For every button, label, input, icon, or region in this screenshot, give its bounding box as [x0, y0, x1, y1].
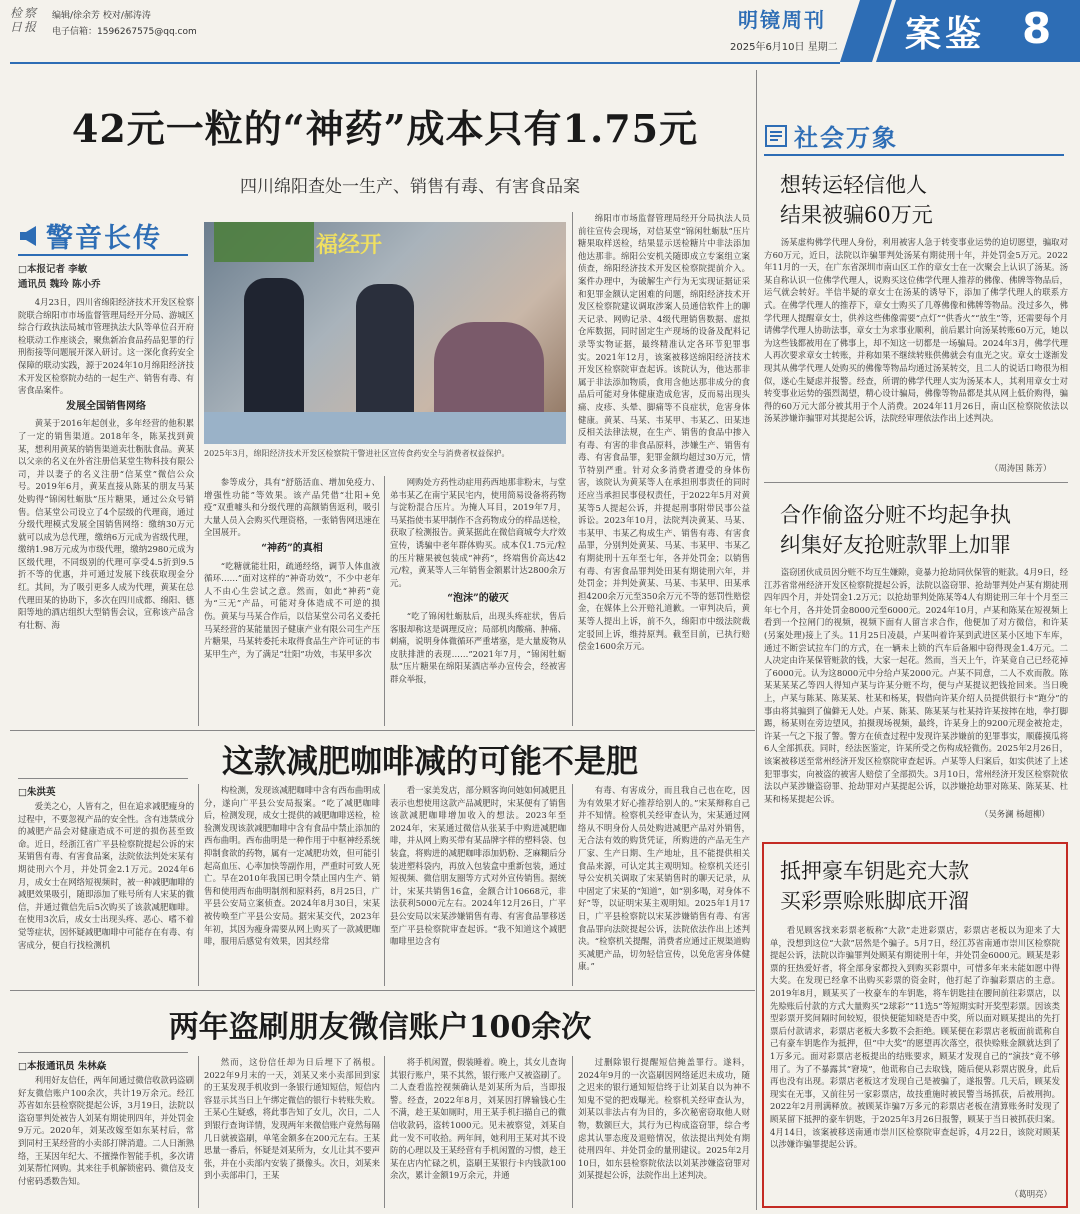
sidebar-story3-box: [762, 842, 1068, 1208]
article3-col4: 过删除银行提醒短信掩盖罪行。遂料，2024年9月的一次盗刷因网络延迟未成功，随之迟来的银行通知短信终于让刘某自以为神不知鬼不觉的把戏曝光。检察机关经审查认为，刘某以非法占有为目的，多次秘密窃取他人财物，数额巨大，其行为已构成盗窃罪，综合考虑其认罪态度及退赔情况，依法提出判处有期徒刑四年、并处罚金的量刑建议。2025年2月10日，如东县检察院依法以刘某涉嫌盗窃罪对刘某提起公诉，法院作出上述判决。: [578, 1057, 750, 1181]
page-number: 8: [1022, 4, 1052, 53]
article1-heading1: 发展全国销售网络: [66, 400, 146, 412]
sidebar-story2-title: 合作偷盗分赃不均起争执 纠集好友抢赃款罪上加罪: [780, 503, 1011, 557]
article1-byline: □本报记者 李敏 通讯员 魏玲 陈小乔: [18, 264, 101, 290]
article3-col3: 将手机闲置，假装睡着。晚上，其女儿查询其银行账户，果不其然，银行账户又被盗刷了。二人查看监控视频确认是刘某所为后，当即报警。经查，2022年8月，刘某因打牌输钱心生不满，趁王某如厕时，用王某手机扫描自己的微信收款码，盗转1000元。见未被察觉，刘某自此一发不可收拾。两年间，她利用王某对其不设防的心理以及王某经营有手机闲置的习惯，趁王某在店内忙碌之机，盗刷王某银行卡内钱款100余次，累计金额19万余元，并通: [390, 1057, 566, 1181]
sidebar-story3-credit: （葛明亮）: [1010, 1189, 1052, 1199]
article3-col2: 然而，这份信任却为日后埋下了祸根。2022年9月末的一天，刘某又来小卖部回到家的王某发现手机收到一条银行通知短信，短信内容显示其当日上午绑定微信的银行卡转账失败。王某心生疑惑，将此事告知了女儿，次日，二人到银行查询详情，发现两年来微信账户竟然每隔几日就被盗刷，单笔金额多在200元左右。王某思量一番后，怀疑是刘某所为，女儿让其不要声张，并在小卖部内安装了摄像头。次日，刘某来到小卖部串门，王某: [204, 1057, 380, 1181]
photo-banner: 福经开: [316, 232, 383, 258]
article1-title: 42元一粒的“神药”成本只有1.75元: [71, 106, 699, 151]
article2-col4: 有毒、有害成分，而且我自己也在吃，因为有效果才好心推荐给别人的。”宋某辩称自己并不知情。检察机关经审查认为，宋某通过网络从不明身份人员处购进减肥产品对外销售，无合法有效的购货凭证，所购进的产品无生产厂家、生产日期、生产地址，且不能提供相关食品来源，可认定其主观明知。检察机关还引导公安机关调取了宋某销售时的聊天记录，从中固定了宋某的“知道”，如“别多喝，对身体不好”等，以证明宋某主观明知。2025年1月17日，广平县检察院以宋某涉嫌销售有毒、有害食品罪向法院提起公诉，法院依法作出上述判决。“检察机关提醒，消费者应通过正规渠道购买减肥产品，切勿轻信宣传，以免危害身体健康。”: [578, 785, 750, 972]
sidebar-story3-title: 抵押豪车钥匙充大款 买彩票赊账脚底开溜: [780, 859, 969, 913]
sidebar-story3-body: 看见顾客找来彩票老板称“大款”走进彩票店，彩票店老板以为迎来了大单，没想到这位“大款”居然是个骗子。5月7日，经江苏省南通市崇川区检察院提起公诉，法院以诈骗罪判处顾某有期徒刑十年，并处罚金6000元。顾某是彩票的狂热爱好者，将全部身家都投入到购买彩票中，可惜多年来未能如愿中得大奖。在发现已经拿不出购买彩票的资金时，他打起了诈骗彩票店的主意。2019年8月，顾某买了一枚豪车的车钥匙，将车钥匙挂在腰间前往彩票店，以先赊账后付款的方式大量购买“2球彩”“11选5”等短期实时开奖型彩票。因该类型彩票开奖间隔时间较短，很快便能知晓是否中奖，所以面对顾某提出的先打票后付款请求，彩票店老板大多数不会拒绝。顾某便在彩票店老板面前谎称自己有豪车钥匙作为抵押，但“中大奖”的愿望再次落空，很快赊账金额就达到了1万多元。面对彩票店老板提出的结账要求，顾某才发现自己的“演技”竟不够用了。为了不暴露其“窘境”，他谎称自己去取钱，随后便从彩票店脱身，此后再也没有出现。彩票店老板这才发现自己是被骗了，遂报警。几天后，顾某发现实在无事，又前往另一家彩票店，故技重施时被民警当场抓获，后被刑拘。2022年2月刑满释放。被顾某诈骗7万多元的彩票店老板在清算账务时发现了顾某留下抵押的豪车钥匙，于2025年3月26日报警，顾某于当日被抓获归案。4月14日，该案被移送南通市崇川区检察院审查起诉，4月22日，该院对顾某以涉嫌诈骗罪提起公诉。: [770, 925, 1060, 1150]
article2-col3: 看一家美发店，部分顾客询问她如何减肥且表示也想使用这款产品减肥时，宋某便有了销售该款减肥咖啡增加收入的想法。2023年至2024年，宋某通过微信从张某手中购进减肥咖啡，并从网上购买带有某品牌字样的塑料袋、包装盒，将购进的减肥咖啡添加奶粉、芝麻糊后分装进塑料袋内，再放入包装盒中重新包装，通过短视频、微信朋友圈等方式对外宣传销售。据统计，宋某共销售16盒，金额合计10668元，非法获利5000元左右。2024年12月26日，广平县公安局以宋某涉嫌销售有毒、有害食品罪移送至广平县检察院审查起诉。“我不知道这个减肥咖啡里边含有: [390, 785, 566, 947]
megaphone-icon: [18, 224, 42, 248]
article1-col4: 绵阳市市场监督管理局经开分局执法人员前往宣传会现场，对信某堂“锦闲牡蛎肽”压片糖果取样送检，结果显示送检糖片中非法添加他达那非。绵阳公安机关随即成立专案组立案侦查，绵阳经济技术开发区检察院提前介入。案件办理中，为破解生产行为无实现证据证采和犯罪金额认定困难的问题，绵阳经济技术开发区检察院建议调取涉案人员通信软件上的聊天记录、网购记录、4级代理销售数据、虚拟仓库数据，同时固定生产现场的设备及配料记录等实物证据，最终精准认定各环节犯罪事实。2021年12月，该案被移送绵阳经济技术开发区检察院审查起诉。该院认为，他达那非属于非法添加物质，食用含他达那非成分的食品后可能对身体健康造成危害，反而易出现头痛、皮疹、头晕、脚痛等不良症状，危害身体健康。黄某、马某、韦某甲、韦某乙、田某违反相关法律法规，在生产、销售的食品中掺入有毒、有害的非食品原料，涉嫌生产、销售有毒、有害食品罪，犯罪金额均超过30万元，情节特别严重。针对众多消费者遭受的身体伤害，该院认为黄某等人在承担刑事责任的同时还应当承担民事侵权责任，于2022年5月对黄某等5人提起公诉，并提起刑事附带民事公益诉讼。2023年10月，法院判决黄某、马某、韦某甲、韦某乙构成生产、销售有毒、有害食品罪，分别判处黄某、马某、韦某甲、韦某乙有期徒刑十五年至七年，各并处罚金；以销售有毒、有害食品罪判处田某有期徒刑六年，并处罚金；并判处黄某、马某、韦某甲、田某承担4200余万元至350余万元不等的惩罚性赔偿金，在媒体上公开赔礼道歉。一审判决后，黄某等人提出上诉，前不久，绵阳市中级法院裁定驳回上诉，维持原判。截至目前，已执行赔偿金1600余万元。: [578, 213, 750, 652]
article3-col1: 利用好友信任，两年间通过微信收款码盗刷好友微信账户100余次，共计19万余元。经江苏省如东县检察院提起公诉，3月19日，法院以盗窃罪判处被告人刘某有期徒刑四年，并处罚金9万元。2020年，刘某改嫁至如东某村后，常到同村王某经营的小卖部打牌消遣。二人日渐熟络，王某因年纪大、不擅操作智能手机，多次请刘某帮忙网购。其来往手机解锁密码、微信及支付密码悉数告知。: [18, 1075, 194, 1186]
masthead: [0, 0, 1080, 70]
article1-col3: 网购处方药性动症用药西地那非粉末，与堂弟韦某乙在南宁某民宅内，使用简易设备将药物与淀粉混合压片。为掩人耳目，2019年7月，马某指使韦某甲制作不含药物成分的样品送检，获取了检测报告。黄某据此在微信商城夸大疗效宣传，诱骗中老年群体购买。成本仅1.75元/粒的压片糖果被包装成“神药”，终端售价高达42元/粒，黄某等人三年销售金额累计达2800余万元。 “泡沫”的破灭 “吃了锦闲牡蛎肽后，出现头疼症状，售后客服却称这是调理反应；局部机肉酸痛、肿痛、刺痛，说明身体微循环严重堵塞，是大量废物从皮肤排泄的表现……”2021年7月，“锦闲牡蛎肽”压片糖果在绵阳某酒店举办宣传会，经被害群众举报，: [390, 477, 566, 684]
column-label-text: 警音长传: [46, 223, 162, 254]
article2-col1: 爱美之心，人皆有之，但在追求减肥瘦身的过程中，不要忽视产品的安全性。含有违禁成分的减肥产品会对健康造成不可逆的损伤甚至致命。近日，经浙江省广平县检察院提起公诉的宋某销售有毒、有害食品案，法院依法判处宋某有期徒刑六个月，并处罚金2.1万元。2024年6月，成女士在网络短视频时，被一种减肥咖啡的减肥效果吸引，随即添加了账号所有人宋某的微信，并通过微信先后5次购买了该款减肥咖啡。在使用3次后，成女士出现头疼、恶心、嗜不着觉等症状，因怀疑减肥咖啡中可能存在有毒、有害成分，便自行找检测机: [18, 801, 194, 950]
article1-heading2: “神药”的真相: [261, 542, 323, 554]
sidebar-story1-body: 汤某虚构佛学代理人身份，利用被害人急于转变事业运势的迫切愿望，骗取对方60万元，近日，法院以诈骗罪判处汤某有期徒刑十年，并处罚金5万元。2022年11月的一天，在广东省深圳市南山区工作的章女士在一次聚会上认识了汤某。汤某自称认识一位佛学代理人，说购买这位佛学代理人推荐的佛像、佛牌等物品后，运气就会转好。半信半疑的章女士在汤某的诱导下，添加了佛学代理人的联系方式。在佛学代理人的推荐下，章女士购买了几尊佛像和佛牌等物品。没过多久，佛学代理人提醒章女士，供养这些佛像需要“点灯”“供香火”“放生”等，还需要每个月请佛学代理人协助法事，章女士为求事业顺利，前后累计向汤某转账60万元，她以为这些钱都被用在了佛事上，却不知这一切都是一场骗局。2024年3月，佛学代理人再次要求章女士转账，并称如果不继续转账供佛就会有血光之灾。章女士遂渐发现其从佛学代理人处购买的佛像等物品均通过汤某转交，且二人的说话口吻很为相似，遂心生疑虑并报警。经查，所谓的佛学代理人实为汤某本人，其利用章女士对转变事业运势的强烈渴望，精心设计骗局，佛像等物品都是其从网上低价购得，骗得的60万元大部分被其用于个人消费。2024年11月26日，南山区检察院依法以汤某涉嫌诈骗罪对其提起公诉，法院经审理依法作出上述判决。: [764, 237, 1068, 424]
photo-caption: 2025年3月，绵阳经济技术开发区检察院干警进社区宣传食药安全与消费者权益保护。: [204, 449, 510, 458]
article1-col2: 参等成分，具有“舒筋活血、增加免疫力、增强性功能”等效果。该产品凭借“壮阳+免疫”双重噱头和分级代理的高额销售返利，吸引大量人员入会购买代理资格，一张销售网迅速在全国展开。 “神药”的真相 “吃糖就能壮阳，疏通经络，调节人体血液循环……”面对这样的“神奇功效”，不少中老年人不由心生尝试之意。然而，如此“神药”竟为“三无”产品，可能对身体造成不可逆的损伤。黄某与马某合作后，以信某堂公司名义委托马某经营的某能量因子健康产业有限公司生产压片糖果，马某转委托未取得食品生产许可证的韦某甲生产，为了满足“壮阳”功效，韦某甲多次: [204, 477, 380, 659]
sidebar-story2-credit: （吴务澜 杨超柳）: [980, 809, 1050, 819]
sidebar-story2-body: 盗窃团伙成员因分赃不均互生嫌隙，竟暴力抢劫同伙保管的赃款。4月9日，经江苏省常州经济开发区检察院提起公诉，法院以盗窃罪、抢劫罪判处卢某有期徒刑四年四个月，并处罚金1.2万元；以抢劫罪判处陈某等4人有期徒刑三年十个月至三年七个月，各并处罚金8000元至6000元。2024年10月，卢某和陈某在短视频上看到一个拉闸门的视频，视频下面有人留言求合作，他便加了对方微信，和许某(另案处理)接上了头。11月25日凌晨，卢某叫着许某到武进区某小区地下车库，通过不断尝试拉车门的方式，在一辆未上锁的汽车后备厢中窃得现金1.4万元。二人决定由许某保管赃款的钱，大家一起花。然而，当天上午，许某竟自己已经花掉了6000元。认为这8000元中分给卢某2000元。卢某不同意，二人不欢而散。陈某某某某乙等四人得知卢某与许某分赃不均，便与卢某提议把钱抢回来。当日晚上，卢某与陈某、陈某某、杜某和杨某，假借向许某介绍人员提供银行卡“跑分”的事由将其骗到了偏僻无人处。卢某、陈某、陈某某与杜某持许某按摔在地，拳打脚踢，杨某则在旁边望风，拍摄现场视频，最终，许某身上的9200元现金被抢走，许某一气之下报了警。警方在侦查过程中发现许某涉嫌前的犯罪事实，顺藤摸瓜将6人全部抓获。同时，经法医鉴定，许某所受之伤构成轻微伤。2025年2月26日，该案被移送至常州经济开发区检察院审查起诉。卢某等人归案后，如实供述了上述犯罪事实，向被盗的被害人赔偿了全部损失。3月10日，常州经济开发区检察院依法以卢某涉嫌盗窃罪、抢劫罪对卢某提起公诉，以涉嫌抢劫罪对陈某、陈某某、杜某和杨某提起公诉。: [764, 567, 1068, 804]
sidebar-story1-credit: （周涛国 陈芳）: [990, 463, 1052, 473]
column-label-text: 社会万象: [794, 123, 898, 152]
article1-subtitle: 四川绵阳查处一生产、销售有毒、有害食品案: [240, 177, 580, 197]
column-label-jingyin: [18, 212, 193, 258]
article1-photo: [204, 222, 566, 444]
editor-line: 编辑/徐余芳 校对/郝涛涛: [52, 11, 151, 21]
sidebar-story1-title: 想转运轻信他人 结果被骗60万元: [780, 173, 933, 227]
article1-heading3: “泡沫”的破灭: [447, 593, 509, 605]
article2-byline: □朱洪英: [18, 787, 56, 798]
article1-col1: 4月23日，四川省绵阳经济技术开发区检察院联合绵阳市市场监督管理局经开分局、游城区综合行政执法局城市管理执法大队等单位召开府检联动工作座谈会，聚焦新冶食品药品犯罪的行刑衔接等问题展开深入研讨。这一深化食药安全保障的联动实践，源于2024年10月绵阳经济技术开发区检察院办结的一起生产、销售有毒、有害食品案件。 发展全国销售网络 黄某于2016年起创业，多年经营的他积累了一定的销售渠道。2018年冬，陈某找到黄某，想利用黄某的销售渠道卖壮粝肽食品。黄某以父亲的名义在外省注册信某堂生物科技有限公司，并以妻子的名义注册“信某堂”微信公众号。2019年6月，黄某直接从陈某的朋友马某处购得“锦闲牡蛎肽”压片糖果，通过公众号销售。信某堂公司设立了4个层级的代理商，通过分级代理模式发展全国销售网络：缴纳30万元就可以成为总代理，缴纳6万元成为省级代理，缴纳1.98万元成为市级代理，缴纳2980元成为区级代理，不同级别的代理可享受4.5折到9.5折不等的优惠，并可通过发展下线获取现金分红。其间，为了吸引更多人成为代理，黄某在总代理田某的协助下，多次在四川成都、绵阳、德阳等地的酒店组织大型销售会议，宣称该产品含有壮粝、海: [18, 297, 194, 630]
email-line: 电子信箱：1596267575@qq.com: [52, 27, 197, 37]
issue-date: 2025年6月10日 星期二: [730, 42, 838, 53]
article3-title: 两年盗刷朋友微信账户100余次: [168, 1010, 592, 1045]
column-label-shehui: [764, 116, 1064, 156]
news-icon: [764, 124, 788, 148]
article2-title: 这款减肥咖啡减的可能不是肥: [221, 742, 638, 780]
article3-byline: □本报通讯员 朱林焱: [18, 1061, 107, 1072]
section-name: 案鉴: [905, 13, 986, 55]
masthead-logo: 检察日报: [10, 6, 39, 34]
paper-name: 明镜周刊: [738, 8, 826, 32]
article2-col2: 构检测，发现该减肥咖啡中含有西布曲明成分，遂向广平县公安局报案。“吃了减肥咖啡后，检测发现，成女士提供的减肥咖啡送检，检验测发现该款减肥咖啡中含有食品中禁止添加的西布曲明。西布曲明是一种作用于中枢神经系统抑制食欲的药物，属有一定减肥功效，但可能引起高血压、心率加快等副作用，严重时可致人死亡。早在2010年我国已明令禁止国内生产、销售和使用西布曲明制剂和原料药，8月25日，广平县公安局立案侦查。2024年8月30日，宋某被传唤至广平县公安局。据宋某交代，2023年年初，其因为瘦身需要从网上购买了一款减肥咖啡，服用后感觉有效果，因其经常: [204, 785, 380, 947]
